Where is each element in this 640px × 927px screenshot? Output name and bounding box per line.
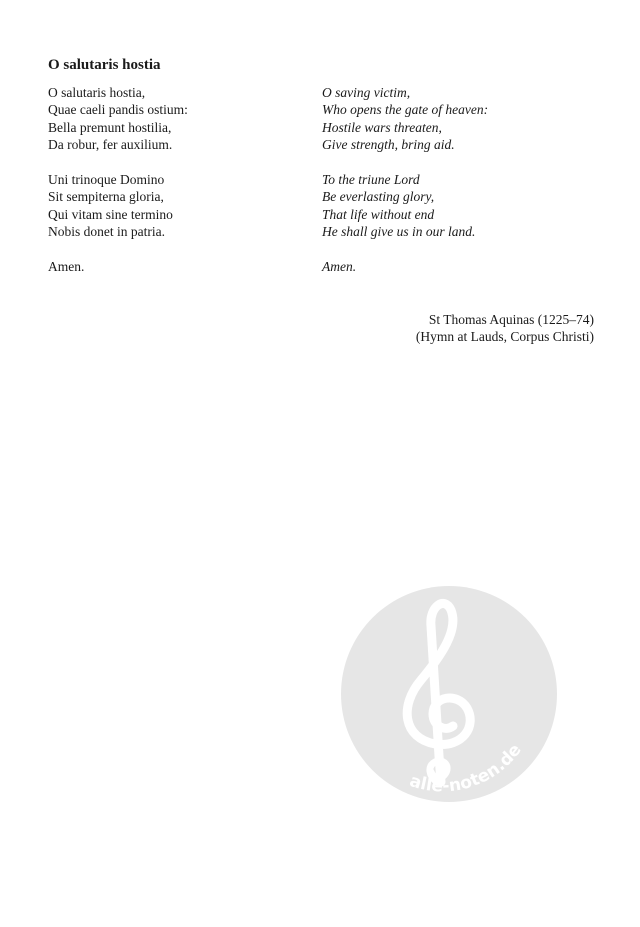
english-line: O saving victim, (322, 85, 411, 100)
attribution-source: (Hymn at Lauds, Corpus Christi) (415, 329, 594, 345)
latin-line: Da robur, fer auxilium. (48, 137, 173, 153)
latin-line: Quae caeli pandis ostium: (48, 102, 188, 118)
latin-line: Amen. (48, 259, 85, 275)
latin-line: Bella premunt hostilia, (48, 119, 172, 135)
english-stanza-amen (322, 258, 602, 275)
watermark-text: alle-noten.de (407, 740, 526, 797)
latin-line: Qui vitam sine termino (48, 206, 173, 222)
latin-stanza-2 (48, 171, 288, 241)
page-title: O salutaris hostia (48, 57, 161, 73)
english-line: Give strength, bring aid. (322, 137, 455, 153)
english-line: Be everlasting glory, (322, 189, 435, 205)
english-line: That life without end (322, 206, 435, 222)
english-line: Hostile wars threaten, (322, 119, 442, 135)
english-stanza-1 (322, 84, 602, 154)
latin-stanza-amen (48, 258, 288, 275)
english-stanza-2 (322, 171, 602, 241)
english-translation-column (322, 84, 602, 293)
watermark-logo (341, 586, 557, 802)
english-line: Who opens the gate of heaven: (322, 102, 489, 118)
latin-stanza-1 (48, 84, 288, 154)
latin-line: Sit sempiterna gloria, (48, 189, 164, 205)
english-line: He shall give us in our land. (322, 224, 476, 240)
latin-line: O salutaris hostia, (48, 85, 146, 100)
latin-line: Nobis donet in patria. (48, 224, 165, 240)
english-line: To the triune Lord (322, 172, 420, 188)
latin-line: Uni trinoque Domino (48, 172, 165, 188)
latin-text-column (48, 84, 288, 293)
attribution (416, 311, 594, 346)
english-line: Amen. (322, 259, 357, 275)
attribution-author: St Thomas Aquinas (1225–74) (428, 312, 594, 327)
